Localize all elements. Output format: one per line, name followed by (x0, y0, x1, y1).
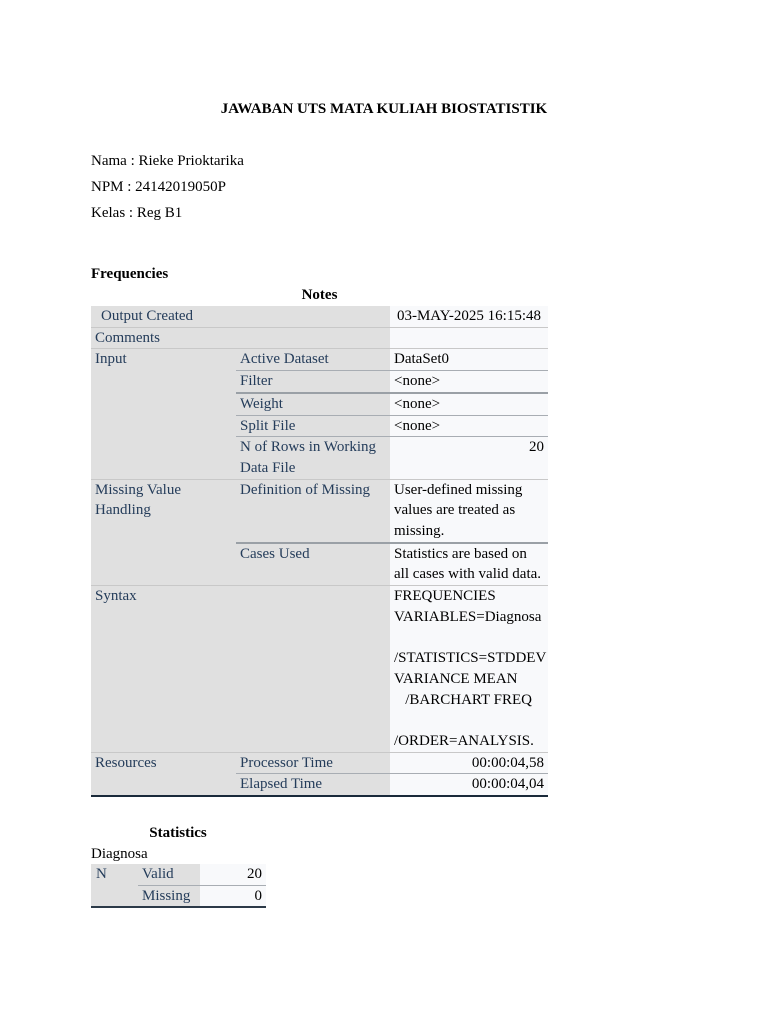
value-n-rows: 20 (390, 437, 548, 479)
notes-table (91, 306, 548, 797)
value-definition-of-missing: User-defined missing values are treated as missing. (390, 479, 548, 543)
value-comments (390, 327, 548, 349)
value-missing: 0 (200, 885, 266, 907)
value-filter: <none> (390, 371, 548, 393)
value-active-dataset: DataSet0 (390, 349, 548, 371)
row-label-n: N (91, 864, 138, 907)
table-row (91, 752, 548, 774)
row-label-cases-used: Cases Used (236, 543, 390, 586)
value-valid: 20 (200, 864, 266, 885)
table-row (91, 306, 548, 327)
table-row (91, 327, 548, 349)
table-row (91, 864, 266, 885)
table-row (91, 349, 548, 371)
statistics-variable-name: Diagnosa (91, 846, 148, 862)
document-title: JAWABAN UTS MATA KULIAH BIOSTATISTIK (220, 101, 548, 117)
row-label-valid: Valid (138, 864, 200, 885)
row-label-missing: Missing (138, 885, 200, 907)
row-label-elapsed-time: Elapsed Time (236, 774, 390, 796)
row-label-n-rows: N of Rows in Working Data File (236, 437, 390, 479)
value-syntax: FREQUENCIES VARIABLES=Diagnosa /STATISTICS=STDDEV VARIANCE MEAN /BARCHART FREQ /ORDER=ANALYSIS. (390, 586, 548, 753)
row-label-active-dataset: Active Dataset (236, 349, 390, 371)
table-row (91, 586, 548, 753)
section-heading-frequencies: Frequencies (91, 266, 169, 282)
row-label-comments: Comments (91, 327, 390, 349)
table-row (91, 479, 548, 543)
value-processor-time: 00:00:04,58 (390, 752, 548, 774)
row-label-resources: Resources (91, 752, 236, 796)
value-cases-used: Statistics are based on all cases with valid data. (390, 543, 548, 586)
row-label-input: Input (91, 349, 236, 479)
row-label-weight: Weight (236, 393, 390, 415)
statistics-table-title: Statistics (149, 825, 207, 841)
value-output-created: 03-MAY-2025 16:15:48 (390, 306, 548, 327)
row-label-output-created: Output Created (91, 306, 390, 327)
row-label-filter: Filter (236, 371, 390, 393)
student-npm: NPM : 24142019050P (91, 179, 227, 195)
row-label-syntax: Syntax (91, 586, 390, 753)
notes-table-title: Notes (301, 287, 338, 303)
row-label-missing-value-handling: Missing Value Handling (91, 479, 236, 586)
value-split-file: <none> (390, 415, 548, 437)
statistics-table (91, 864, 266, 908)
student-class: Kelas : Reg B1 (91, 205, 183, 221)
row-label-definition-of-missing: Definition of Missing (236, 479, 390, 543)
row-label-processor-time: Processor Time (236, 752, 390, 774)
value-weight: <none> (390, 393, 548, 415)
row-label-split-file: Split File (236, 415, 390, 437)
student-name: Nama : Rieke Prioktarika (91, 153, 244, 169)
value-elapsed-time: 00:00:04,04 (390, 774, 548, 796)
